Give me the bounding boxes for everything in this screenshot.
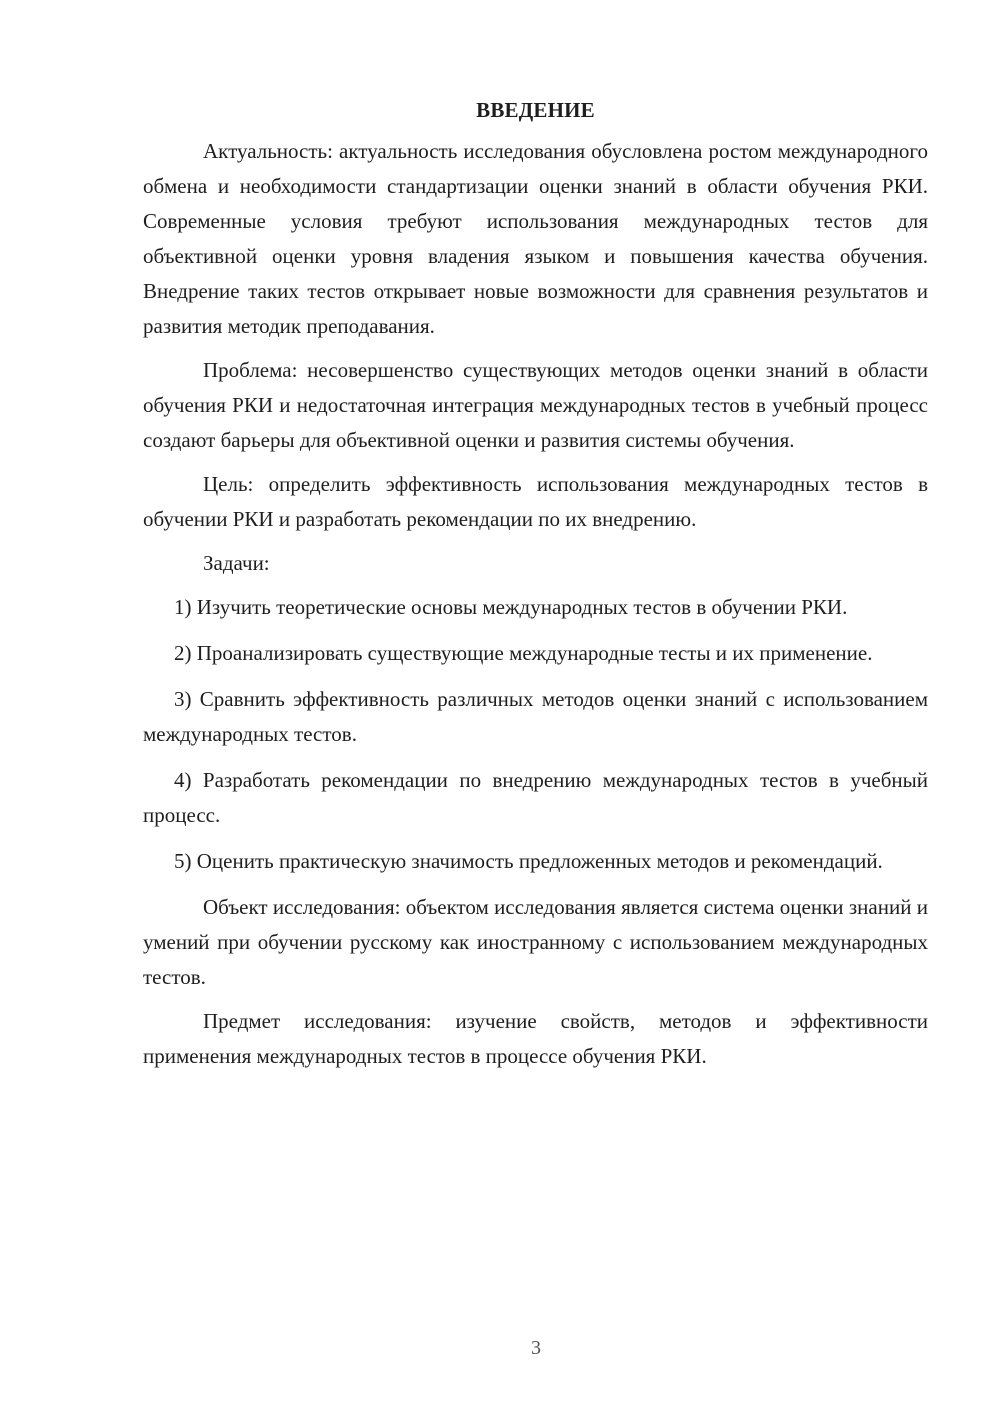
paragraph-goal: Цель: определить эффективность использования международных тестов в обучении РКИ и разработать рекомендации по их внедрению. xyxy=(143,472,928,531)
tasks-label: Задачи: xyxy=(203,551,270,575)
task-item-5: 5) Оценить практическую значимость предложенных методов и рекомендаций. xyxy=(174,849,883,873)
section-heading: ВВЕДЕНИЕ xyxy=(476,98,595,122)
paragraph-object: Объект исследования: объектом исследования является система оценки знаний и умений при обучении русскому как иностранному с использованием международных тестов. xyxy=(143,895,928,989)
document-page xyxy=(143,94,928,1083)
paragraph-subject: Предмет исследования: изучение свойств, методов и эффективности применения международных тестов в процессе обучения РКИ. xyxy=(143,1009,928,1068)
task-item-1: 1) Изучить теоретические основы международных тестов в обучении РКИ. xyxy=(174,595,848,619)
task-list xyxy=(143,590,928,879)
page-number: 3 xyxy=(531,1337,541,1359)
paragraph-problem: Проблема: несовершенство существующих методов оценки знаний в области обучения РКИ и недостаточная интеграция международных тестов в учебный процесс создают барьеры для объективной оценки и развития системы обучения. xyxy=(143,358,928,452)
task-item-2: 2) Проанализировать существующие международные тесты и их применение. xyxy=(174,641,873,665)
task-item-3: 3) Сравнить эффективность различных методов оценки знаний с использованием международных тестов. xyxy=(143,687,928,746)
paragraph-relevance: Актуальность: актуальность исследования обусловлена ростом международного обмена и необходимости стандартизации оценки знаний в области обучения РКИ. Современные условия требуют использования международных тестов для объективной оценки уровня владения языком и повышения качества обучения. Внедрение таких тестов открывает новые возможности для сравнения результатов и развития методик преподавания. xyxy=(143,139,928,338)
task-item-4: 4) Разработать рекомендации по внедрению международных тестов в учебный процесс. xyxy=(143,768,928,827)
